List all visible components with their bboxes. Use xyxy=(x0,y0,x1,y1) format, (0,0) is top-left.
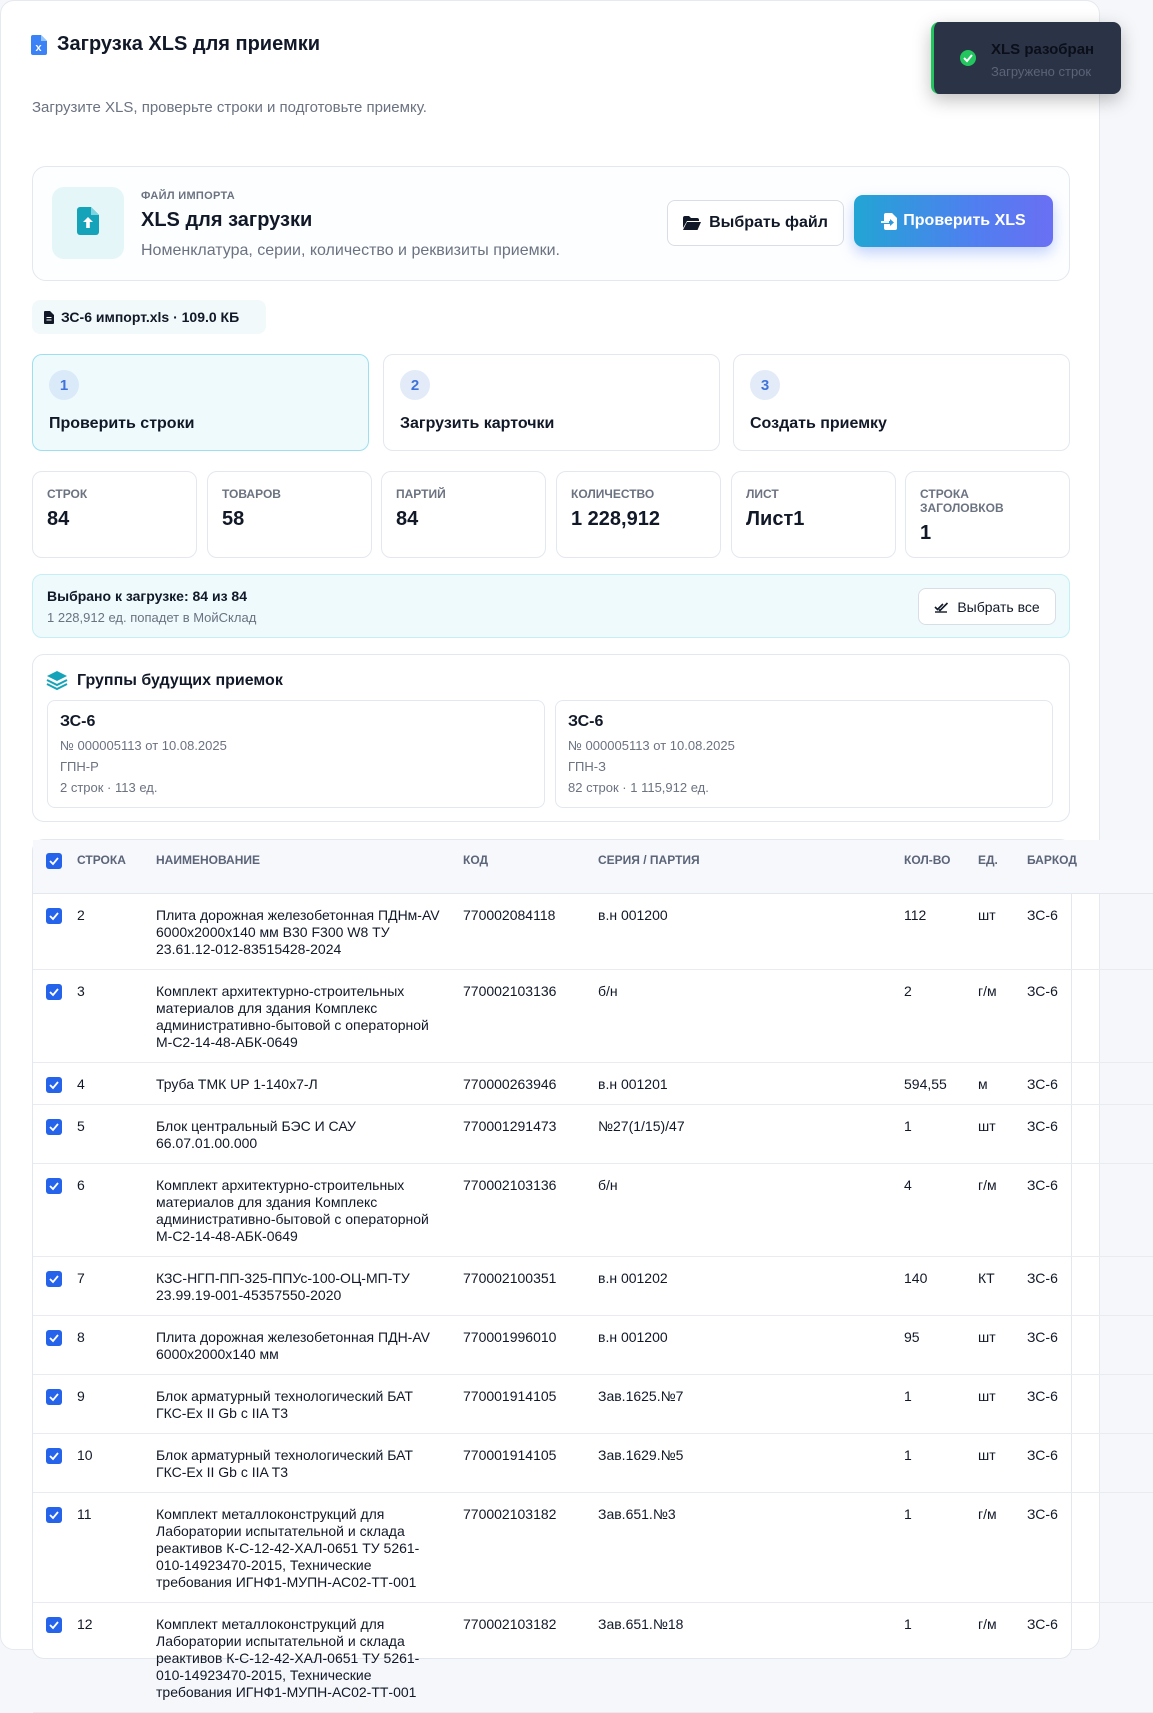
item-name: Плита дорожная железобетонная ПДН-AV 6000x2000x140 мм xyxy=(156,1315,463,1374)
import-card xyxy=(32,166,1070,281)
item-qty: 112 xyxy=(904,893,978,969)
file-chip-text: ЗС-6 импорт.xls · 109.0 КБ xyxy=(61,309,240,325)
item-unit: г/м xyxy=(978,969,1027,1062)
item-barcode: ЗС-6 xyxy=(1027,969,1153,1062)
page-title: Загрузка XLS для приемки xyxy=(57,33,321,55)
step-label: Проверить строки xyxy=(49,415,195,432)
stat-value: 1 228,912 xyxy=(571,508,660,530)
stat-products xyxy=(207,471,372,558)
table-header-row xyxy=(33,840,1153,893)
row-checkbox-cell[interactable] xyxy=(33,1062,77,1104)
column-header-unit[interactable]: ЕД. xyxy=(978,840,1027,893)
toast-title: XLS разобран xyxy=(991,41,1095,58)
item-name: Плита дорожная железобетонная ПДНм-AV 6000x2000x140 мм В30 F300 W8 ТУ 23.61.12-012-83515428-2024 xyxy=(156,893,463,969)
toast-text: Загружено строк xyxy=(991,64,1092,79)
item-code: 770002100351 xyxy=(463,1256,598,1315)
row-checkbox-cell[interactable] xyxy=(33,1433,77,1492)
stat-label: ЛИСТ xyxy=(746,487,779,501)
stat-header-row xyxy=(905,471,1070,558)
item-unit: КТ xyxy=(978,1256,1027,1315)
row-checkbox[interactable] xyxy=(46,1271,62,1287)
item-barcode: ЗС-6 xyxy=(1027,1104,1153,1163)
step-upload-cards[interactable] xyxy=(383,354,720,451)
item-unit: г/м xyxy=(978,1602,1027,1712)
item-series: Зав.1629.№5 xyxy=(598,1433,904,1492)
row-checkbox-cell[interactable] xyxy=(33,1602,77,1712)
row-number: 9 xyxy=(77,1374,156,1433)
item-qty: 2 xyxy=(904,969,978,1062)
file-import-icon xyxy=(881,213,897,230)
group-document: № 000005113 от 10.08.2025 xyxy=(60,738,227,753)
selection-summary xyxy=(32,574,1070,638)
stat-value: Лист1 xyxy=(746,508,805,530)
item-barcode: ЗС-6 xyxy=(1027,1602,1153,1712)
selected-file-chip xyxy=(32,300,266,334)
select-all-label: Выбрать все xyxy=(957,598,1040,615)
item-name: Блок арматурный технологический БАТ ГКС-Ex II Gb с IIA T3 xyxy=(156,1374,463,1433)
item-unit: шт xyxy=(978,893,1027,969)
layers-icon xyxy=(47,671,67,690)
item-series: в.н 001200 xyxy=(598,1315,904,1374)
rows-table-container[interactable] xyxy=(32,839,1077,1700)
file-upload-tile xyxy=(52,187,124,259)
column-header-code[interactable]: КОД xyxy=(463,840,598,893)
check-circle-icon xyxy=(960,50,976,66)
file-icon xyxy=(44,311,54,324)
table-row[interactable] xyxy=(33,1256,1153,1315)
item-name: Комплект металлоконструкций для Лаборатории испытательной и склада реактивов К-С-12-42-ХАЛ-0651 ТУ 5261-010-14923470-2015, Технические требования ИГНФ1-МУПН-АС02-ТТ-001 xyxy=(156,1492,463,1602)
item-code: 770002103182 xyxy=(463,1602,598,1712)
table-row[interactable] xyxy=(33,1062,1153,1104)
stat-value: 84 xyxy=(396,508,419,530)
item-series: Зав.651.№18 xyxy=(598,1602,904,1712)
stat-label: СТРОК xyxy=(47,487,88,501)
table-row[interactable] xyxy=(33,1104,1153,1163)
column-header-row[interactable]: СТРОКА xyxy=(77,840,156,893)
item-qty: 1 xyxy=(904,1374,978,1433)
file-upload-icon xyxy=(77,207,99,235)
folder-open-icon xyxy=(683,216,701,230)
item-unit: шт xyxy=(978,1315,1027,1374)
table-row[interactable] xyxy=(33,1492,1153,1602)
item-series: в.н 001202 xyxy=(598,1256,904,1315)
import-label: ФАЙЛ ИМПОРТА xyxy=(141,190,236,202)
step-check-rows[interactable] xyxy=(32,354,369,451)
item-barcode: ЗС-6 xyxy=(1027,1492,1153,1602)
select-all-button[interactable] xyxy=(918,588,1056,625)
row-number: 3 xyxy=(77,969,156,1062)
item-qty: 4 xyxy=(904,1163,978,1256)
row-number: 8 xyxy=(77,1315,156,1374)
item-code: 770002103136 xyxy=(463,1163,598,1256)
check-xls-button[interactable] xyxy=(854,195,1053,247)
row-checkbox-cell[interactable] xyxy=(33,1163,77,1256)
row-checkbox[interactable] xyxy=(46,908,62,924)
stat-sheet xyxy=(731,471,896,558)
step-number: 1 xyxy=(49,370,79,400)
choose-file-button[interactable] xyxy=(667,200,844,246)
row-checkbox[interactable] xyxy=(46,1448,62,1464)
item-barcode: ЗС-6 xyxy=(1027,1374,1153,1433)
header-checkbox-cell[interactable] xyxy=(33,840,77,893)
table-row[interactable] xyxy=(33,969,1153,1062)
item-series: №27(1/15)/47 xyxy=(598,1104,904,1163)
item-name: КЗС-НГП-ПП-325-ППУс-100-ОЦ-МП-ТУ 23.99.19-001-45357550-2020 xyxy=(156,1256,463,1315)
table-row[interactable] xyxy=(33,1602,1153,1712)
step-label: Создать приемку xyxy=(750,415,887,432)
import-description: Номенклатура, серии, количество и реквизиты приемки. xyxy=(141,242,560,259)
row-checkbox[interactable] xyxy=(46,1330,62,1346)
table-row[interactable] xyxy=(33,1433,1153,1492)
check-xls-label: Проверить XLS xyxy=(903,212,1026,229)
item-code: 770002084118 xyxy=(463,893,598,969)
row-checkbox-cell[interactable] xyxy=(33,969,77,1062)
item-qty: 1 xyxy=(904,1492,978,1602)
row-number: 11 xyxy=(77,1492,156,1602)
item-series: в.н 001201 xyxy=(598,1062,904,1104)
item-code: 770002103182 xyxy=(463,1492,598,1602)
group-document: № 000005113 от 10.08.2025 xyxy=(568,738,735,753)
group-card[interactable] xyxy=(555,700,1053,808)
item-unit: шт xyxy=(978,1374,1027,1433)
stat-rows xyxy=(32,471,197,558)
group-summary: 82 строк · 1 115,912 ед. xyxy=(568,780,709,795)
item-code: 770001291473 xyxy=(463,1104,598,1163)
item-qty: 594,55 xyxy=(904,1062,978,1104)
rows-table xyxy=(33,840,1153,1713)
table-row[interactable] xyxy=(33,1163,1153,1256)
stat-label: ТОВАРОВ xyxy=(222,487,281,501)
item-name: Блок арматурный технологический БАТ ГКС-Ex II Gb с IIA T3 xyxy=(156,1433,463,1492)
step-number: 3 xyxy=(750,370,780,400)
row-number: 12 xyxy=(77,1602,156,1712)
group-type: ГПН-Р xyxy=(60,759,99,774)
item-barcode: ЗС-6 xyxy=(1027,1062,1153,1104)
row-checkbox[interactable] xyxy=(46,1389,62,1405)
stat-value: 84 xyxy=(47,508,70,530)
row-checkbox[interactable] xyxy=(46,1178,62,1194)
column-header-name[interactable]: НАИМЕНОВАНИЕ xyxy=(156,840,463,893)
group-name: ЗС-6 xyxy=(568,713,604,730)
page-header xyxy=(31,33,320,56)
item-name: Блок центральный БЭС И САУ 66.07.01.00.000 xyxy=(156,1104,463,1163)
item-series: Зав.1625.№7 xyxy=(598,1374,904,1433)
groups-title: Группы будущих приемок xyxy=(77,671,283,689)
table-body xyxy=(33,893,1153,1712)
item-qty: 1 xyxy=(904,1602,978,1712)
success-toast[interactable] xyxy=(931,22,1121,94)
selection-title: Выбрано к загрузке: 84 из 84 xyxy=(47,588,247,604)
row-number: 5 xyxy=(77,1104,156,1163)
row-checkbox[interactable] xyxy=(46,1119,62,1135)
column-header-series[interactable]: СЕРИЯ / ПАРТИЯ xyxy=(598,840,904,893)
group-type: ГПН-З xyxy=(568,759,606,774)
groups-header xyxy=(47,671,283,690)
item-unit: шт xyxy=(978,1433,1027,1492)
item-barcode: ЗС-6 xyxy=(1027,1315,1153,1374)
double-check-icon xyxy=(934,601,949,613)
column-header-barcode[interactable]: БАРКОД xyxy=(1027,840,1153,893)
group-name: ЗС-6 xyxy=(60,713,96,730)
group-card[interactable] xyxy=(47,700,545,808)
stat-value: 58 xyxy=(222,508,245,530)
item-name: Труба ТМК UP 1-140х7-Л xyxy=(156,1062,463,1104)
item-unit: г/м xyxy=(978,1492,1027,1602)
item-code: 770001914105 xyxy=(463,1374,598,1433)
table-row[interactable] xyxy=(33,893,1153,969)
row-checkbox-cell[interactable] xyxy=(33,893,77,969)
column-header-qty[interactable]: КОЛ-ВО xyxy=(904,840,978,893)
item-series: б/н xyxy=(598,969,904,1062)
row-checkbox-cell[interactable] xyxy=(33,1374,77,1433)
item-code: 770002103136 xyxy=(463,969,598,1062)
row-number: 7 xyxy=(77,1256,156,1315)
item-qty: 95 xyxy=(904,1315,978,1374)
item-code: 770001996010 xyxy=(463,1315,598,1374)
item-barcode: ЗС-6 xyxy=(1027,893,1153,969)
page-subtitle: Загрузите XLS, проверьте строки и подготовьте приемку. xyxy=(32,99,427,116)
group-summary: 2 строк · 113 ед. xyxy=(60,780,158,795)
item-name: Комплект металлоконструкций для Лаборатории испытательной и склада реактивов К-С-12-42-ХАЛ-0651 ТУ 5261-010-14923470-2015, Технические требования ИГНФ1-МУПН-АС02-ТТ-001 xyxy=(156,1602,463,1712)
item-unit: м xyxy=(978,1062,1027,1104)
item-qty: 1 xyxy=(904,1433,978,1492)
item-unit: шт xyxy=(978,1104,1027,1163)
row-checkbox[interactable] xyxy=(46,1617,62,1633)
item-name: Комплект архитектурно-строительных материалов для здания Комплекс административно-бытовой с операторной М-С2-14-48-АБК-0649 xyxy=(156,1163,463,1256)
stat-label: СТРОКА ЗАГОЛОВКОВ xyxy=(920,487,1004,515)
item-series: в.н 001200 xyxy=(598,893,904,969)
item-series: б/н xyxy=(598,1163,904,1256)
selection-subtitle: 1 228,912 ед. попадет в МойСклад xyxy=(47,610,257,625)
row-number: 4 xyxy=(77,1062,156,1104)
row-checkbox-cell[interactable] xyxy=(33,1492,77,1602)
row-checkbox[interactable] xyxy=(46,1507,62,1523)
item-qty: 140 xyxy=(904,1256,978,1315)
row-number: 2 xyxy=(77,893,156,969)
stat-label: ПАРТИЙ xyxy=(396,487,446,501)
row-checkbox[interactable] xyxy=(46,984,62,1000)
import-title: XLS для загрузки xyxy=(141,209,313,231)
item-barcode: ЗС-6 xyxy=(1027,1163,1153,1256)
row-checkbox[interactable] xyxy=(46,1077,62,1093)
stat-value: 1 xyxy=(920,522,932,544)
stat-quantity xyxy=(556,471,721,558)
item-barcode: ЗС-6 xyxy=(1027,1256,1153,1315)
row-checkbox-cell[interactable] xyxy=(33,1256,77,1315)
choose-file-label: Выбрать файл xyxy=(709,214,828,231)
table-row[interactable] xyxy=(33,1374,1153,1433)
row-checkbox-cell[interactable] xyxy=(33,1104,77,1163)
step-label: Загрузить карточки xyxy=(400,415,555,432)
item-code: 770000263946 xyxy=(463,1062,598,1104)
xls-file-icon xyxy=(31,35,47,55)
item-series: Зав.651.№3 xyxy=(598,1492,904,1602)
table-row[interactable] xyxy=(33,1315,1153,1374)
row-number: 10 xyxy=(77,1433,156,1492)
step-number: 2 xyxy=(400,370,430,400)
step-create-receipt[interactable] xyxy=(733,354,1070,451)
stat-label: КОЛИЧЕСТВО xyxy=(571,487,655,501)
item-name: Комплект архитектурно-строительных материалов для здания Комплекс административно-бытовой с операторной М-С2-14-48-АБК-0649 xyxy=(156,969,463,1062)
item-qty: 1 xyxy=(904,1104,978,1163)
receipt-groups-panel xyxy=(32,654,1070,822)
item-barcode: ЗС-6 xyxy=(1027,1433,1153,1492)
row-checkbox-cell[interactable] xyxy=(33,1315,77,1374)
item-code: 770001914105 xyxy=(463,1433,598,1492)
select-all-checkbox[interactable] xyxy=(46,853,62,869)
stat-batches xyxy=(381,471,546,558)
item-unit: г/м xyxy=(978,1163,1027,1256)
row-number: 6 xyxy=(77,1163,156,1256)
